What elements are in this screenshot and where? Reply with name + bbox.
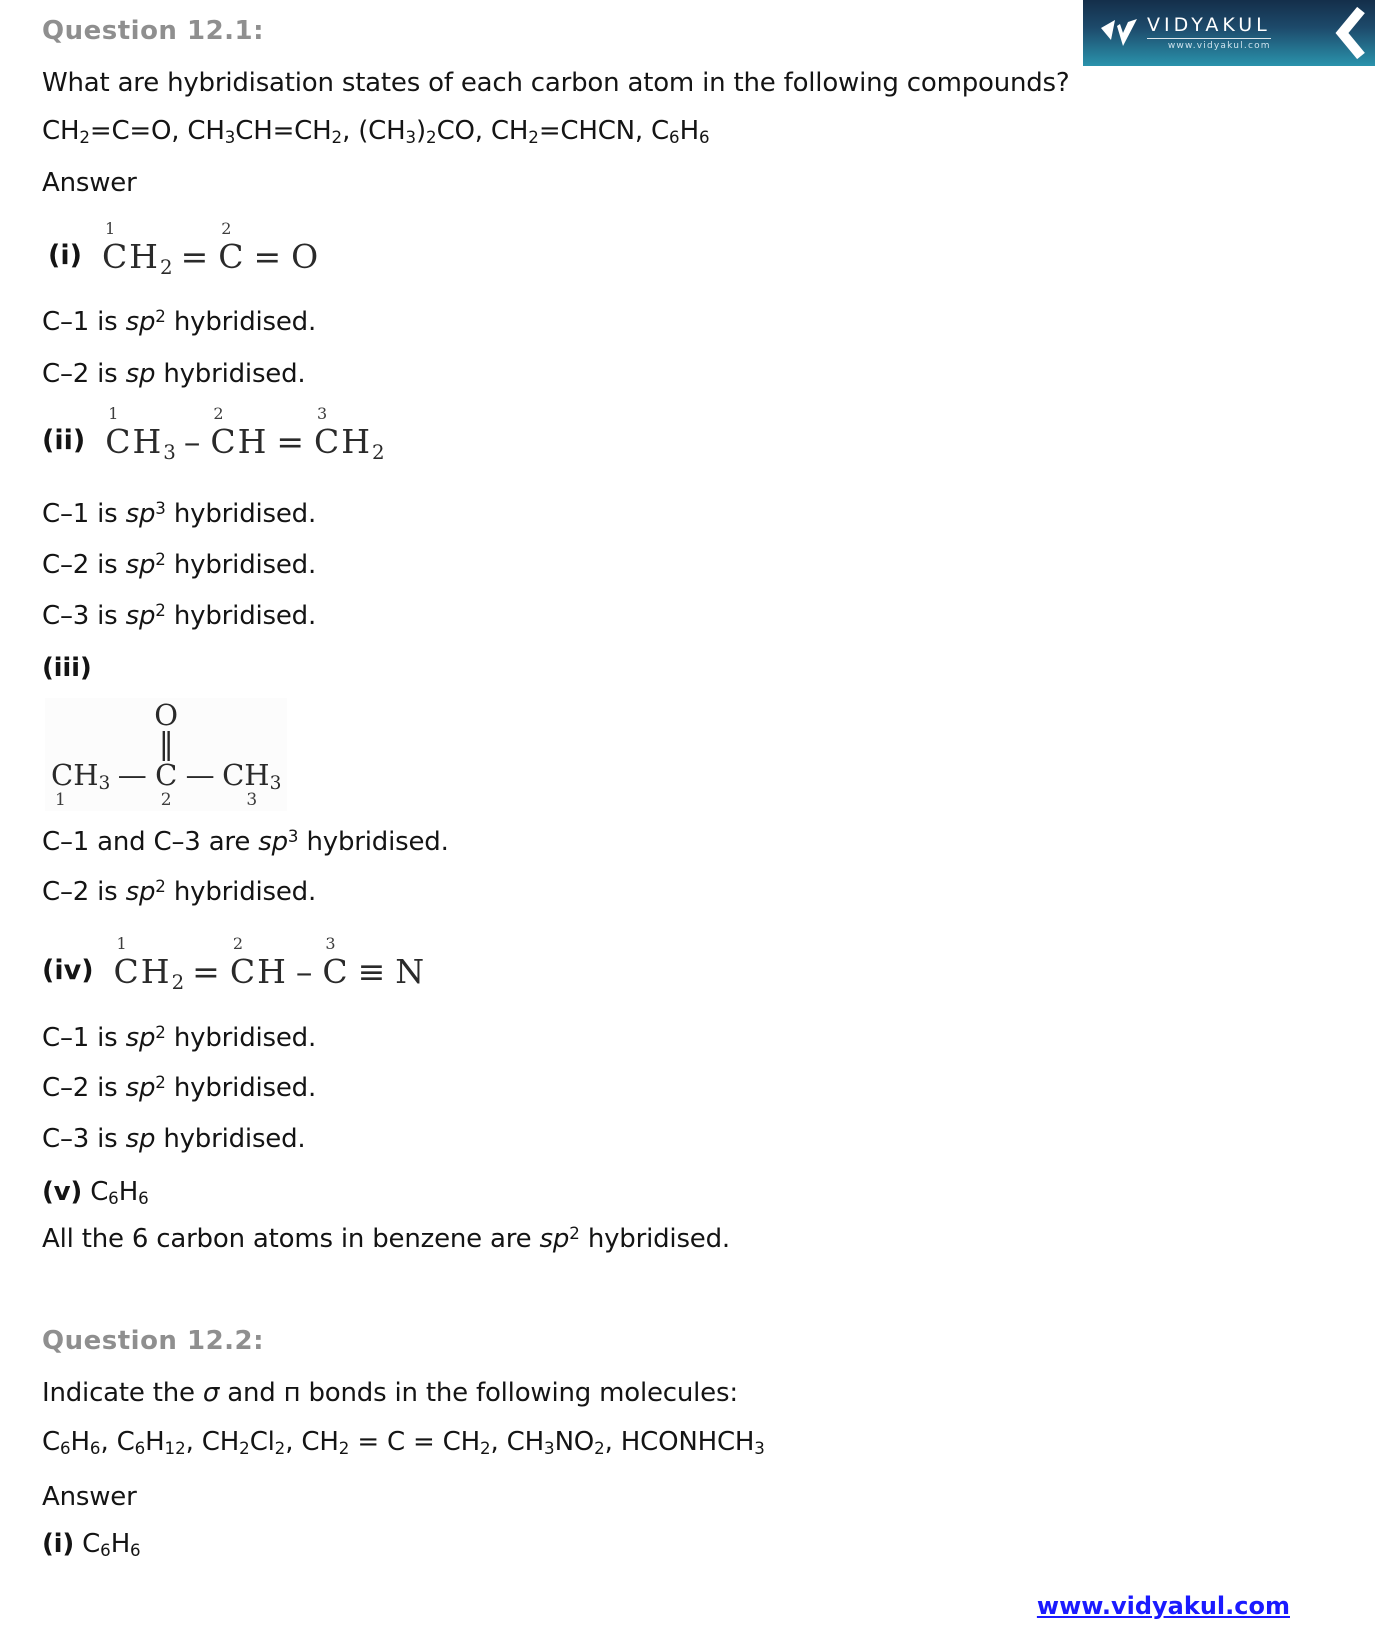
- methyl-group-left: CH3: [51, 757, 111, 794]
- question-12-2-title: Question 12.2:: [42, 1326, 265, 1356]
- logo-text-block: [1147, 15, 1271, 51]
- vidyakul-footer-link[interactable]: www.vidyakul.com: [1036, 1592, 1290, 1620]
- formula-propene: 1 CH3 – 2 CH = 3 CH2: [105, 404, 385, 464]
- hybridisation-line: C–1 is $sp^2$ hybridised.: [42, 306, 317, 337]
- hybridisation-line: C–1 is $sp^2$ hybridised.: [42, 1022, 317, 1053]
- banner-chevron-icon: [1331, 6, 1367, 60]
- carbonyl-carbon: C: [155, 757, 178, 792]
- part-label-v: (v) C6H6: [42, 1177, 149, 1208]
- answer-label: Answer: [42, 1482, 137, 1512]
- hybridisation-line: C–3 is $sp^2$ hybridised.: [42, 600, 317, 631]
- formula-block-ii: [42, 404, 389, 464]
- methyl-group-right: CH3: [222, 757, 282, 794]
- part-label-iv: (iv): [42, 954, 94, 986]
- oxygen-atom: O: [154, 698, 179, 732]
- benzene-answer-line: All the 6 carbon atoms in benzene are $sp^2$ hybridised.: [42, 1223, 730, 1254]
- part-label-i-q2: (i) C6H6: [42, 1529, 141, 1560]
- formula-block-iv: [42, 934, 430, 994]
- part-label-ii: (ii): [42, 424, 86, 456]
- carbon-number-2: 2: [160, 790, 172, 811]
- double-bond-icon: ‖: [158, 727, 174, 763]
- logo-brand-text: VIDYAKUL: [1147, 15, 1271, 39]
- logo-site-text: www.vidyakul.com: [1167, 40, 1271, 51]
- question-12-1-compounds: CH2=C=O, CH3CH=CH2, (CH3)2CO, CH2=CHCN, C6H6: [42, 116, 710, 147]
- formula-acrylonitrile: 1 CH2 = 2 CH – 3 C ≡ N: [113, 934, 427, 994]
- hybridisation-line: C–2 is sp hybridised.: [42, 359, 306, 389]
- single-bond-icon: —: [185, 757, 215, 792]
- part-label-i: (i): [48, 239, 82, 271]
- question-12-1-title: Question 12.1:: [42, 16, 265, 46]
- structure-propanone: [45, 698, 287, 811]
- carbon-number-1: 1: [55, 790, 66, 811]
- hybridisation-line: C–2 is $sp^2$ hybridised.: [42, 876, 317, 907]
- formula-block-i: [48, 219, 324, 279]
- single-bond-icon: —: [117, 757, 147, 792]
- part-label-iii: (iii): [42, 653, 92, 683]
- hybridisation-line: C–1 is $sp^3$ hybridised.: [42, 498, 317, 529]
- answer-label: Answer: [42, 168, 137, 198]
- vidyakul-logo-banner: [1083, 0, 1375, 66]
- question-12-2-molecules: C6H6, C6H12, CH2Cl2, CH2 = C = CH2, CH3NO2, HCONHCH3: [42, 1427, 765, 1458]
- hybridisation-line: C–2 is $sp^2$ hybridised.: [42, 1072, 317, 1103]
- hybridisation-line: C–3 is sp hybridised.: [42, 1124, 306, 1154]
- carbon-number-3: 3: [246, 790, 258, 811]
- question-12-1-text: What are hybridisation states of each carbon atom in the following compounds?: [42, 68, 1070, 98]
- hybridisation-line: C–1 and C–3 are $sp^3$ hybridised.: [42, 826, 449, 857]
- question-12-2-text: Indicate the σ and п bonds in the following molecules:: [42, 1378, 738, 1408]
- hybridisation-line: C–2 is $sp^2$ hybridised.: [42, 549, 317, 580]
- vidyakul-v-icon: [1099, 18, 1139, 48]
- formula-ketene: 1 CH2 = 2 C = O: [101, 219, 321, 279]
